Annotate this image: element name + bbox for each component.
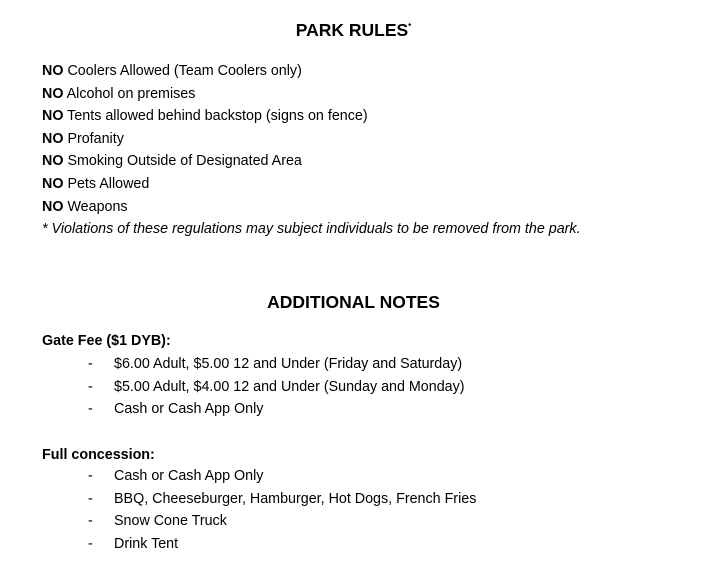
list-item: - $6.00 Adult, $5.00 12 and Under (Friday and Saturday) <box>88 353 465 376</box>
list-item: - $5.00 Adult, $4.00 12 and Under (Sunday and Monday) <box>88 376 465 399</box>
rule-item <box>42 196 581 219</box>
rule-item <box>42 173 581 196</box>
rule-text: Smoking Outside of Designated Area <box>67 153 302 170</box>
rule-text: Profanity <box>67 130 124 147</box>
rule-text: Alcohol on premises <box>66 85 196 102</box>
rules-footnote: * Violations of these regulations may subject individuals to be removed from the park. <box>42 221 581 238</box>
rule-text: Weapons <box>67 198 128 215</box>
list-item: - BBQ, Cheeseburger, Hamburger, Hot Dogs, French Fries <box>88 488 476 511</box>
rule-prefix: NO <box>42 63 64 79</box>
rule-prefix: NO <box>42 153 64 170</box>
park-rules-list <box>42 60 581 241</box>
rule-item <box>42 150 581 173</box>
concession-heading: Full concession: <box>42 447 155 463</box>
park-rules-title <box>0 20 707 41</box>
list-item: - Drink Tent <box>88 533 476 556</box>
list-item: - Snow Cone Truck <box>88 510 476 533</box>
rule-item <box>42 60 581 83</box>
park-rules-title-text: PARK RULES <box>295 20 409 40</box>
gate-fee-heading: Gate Fee ($1 DYB): <box>42 333 171 349</box>
rule-item <box>42 128 581 151</box>
rule-item <box>42 83 581 106</box>
list-item: - Cash or Cash App Only <box>88 398 465 421</box>
rule-text: Pets Allowed <box>67 175 150 192</box>
rule-item <box>42 105 581 128</box>
gate-fee-list <box>88 353 465 421</box>
rule-prefix: NO <box>42 175 64 192</box>
concession-list <box>88 465 476 555</box>
rule-prefix: NO <box>42 85 64 102</box>
rule-text: Tents allowed behind backstop (signs on fence) <box>67 108 368 125</box>
additional-notes-title: ADDITIONAL NOTES <box>267 292 440 312</box>
park-rules-title-asterisk: * <box>408 22 412 32</box>
list-item: - Cash or Cash App Only <box>88 465 476 488</box>
rule-prefix: NO <box>42 198 64 215</box>
rule-text: Coolers Allowed (Team Coolers only) <box>67 63 302 79</box>
rule-prefix: NO <box>42 130 64 147</box>
rule-prefix: NO <box>42 108 64 125</box>
